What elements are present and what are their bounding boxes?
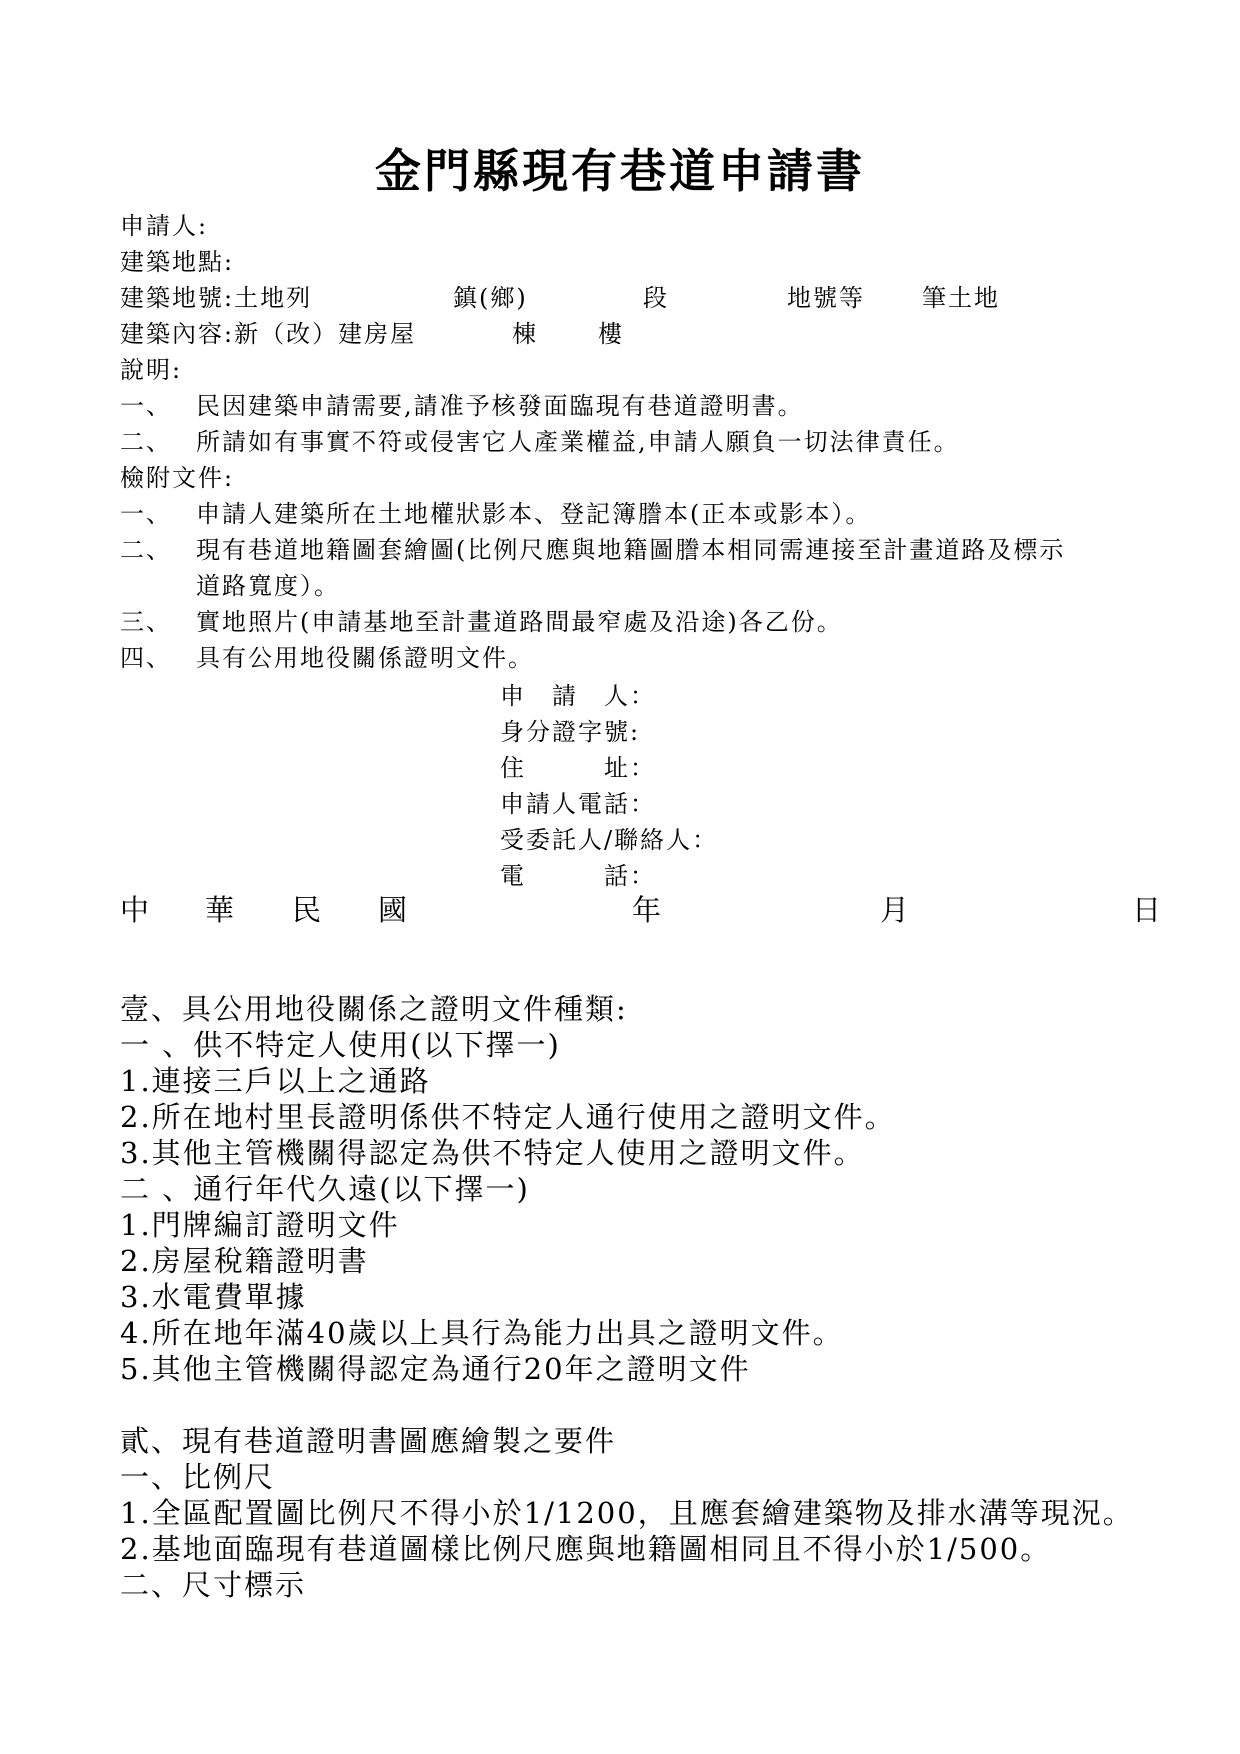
item-text: 申請人建築所在土地權狀影本、登記簿謄本(正本或影本）。 [196,500,872,528]
item-number: 三、 [120,608,172,636]
lot-parcels-label: 筆土地 [922,284,1000,312]
explanation-item [120,394,804,418]
signature-agent-phone: 電 話： [500,862,656,890]
applicant-field: 申請人: [120,212,209,240]
item-number: 二、 [120,428,172,456]
item-text: 實地照片(申請基地至計畫道路間最窄處及沿途)各乙份。 [196,608,843,636]
attachments-heading: 檢附文件: [120,464,235,492]
attachment-item [120,610,843,634]
signature-applicant: 申 請 人： [500,682,656,710]
attachment-item [120,646,534,670]
item-text: 民因建築申請需要,請准予核發面臨現有巷道證明書。 [196,392,804,420]
building-content-field: 建築內容:新（改）建房屋 [120,320,417,348]
list-item: 1.門牌編訂證明文件 [120,1208,400,1242]
section1-sub1: 一 、供不特定人使用(以下擇一) [120,1028,561,1062]
date-char-hua: 華 [205,893,237,927]
signature-agent: 受委託人/聯絡人： [500,826,719,854]
list-item: 5.其他主管機關得認定為通行20年之證明文件 [120,1352,751,1386]
list-item: 2.房屋稅籍證明書 [120,1244,369,1278]
list-item: 4.所在地年滿40歲以上具行為能力出具之證明文件。 [120,1316,844,1350]
explanation-item [120,430,960,454]
signature-phone: 申請人電話： [500,790,656,818]
date-char-min: 民 [292,893,324,927]
list-item: 1.連接三戶以上之通路 [120,1064,431,1098]
section1-sub2: 二 、通行年代久遠(以下擇一) [120,1172,530,1206]
list-item: 2.所在地村里長證明係供不特定人通行使用之證明文件。 [120,1100,896,1134]
list-item: 3.水電費單據 [120,1280,307,1314]
content-unit-floors: 樓 [598,320,624,348]
item-text: 現有巷道地籍圖套繪圖(比例尺應與地籍圖謄本相同需連接至計畫道路及標示 [196,536,1066,564]
item-number: 一、 [120,392,172,420]
signature-id-no: 身分證字號: [500,718,641,746]
attachment-item-continuation: 道路寬度）。 [196,572,340,600]
signature-address: 住 址： [500,754,656,782]
date-year: 年 [632,893,664,927]
explanation-heading: 說明: [120,356,183,384]
date-month: 月 [880,893,912,927]
list-item: 3.其他主管機關得認定為供不特定人使用之證明文件。 [120,1136,865,1170]
date-char-zhong: 中 [120,893,152,927]
section2-heading: 貳、現有巷道證明書圖應繪製之要件 [120,1424,617,1458]
item-text: 具有公用地役關係證明文件。 [196,644,534,672]
item-text: 所請如有事實不符或侵害它人產業權益,申請人願負一切法律責任。 [196,428,960,456]
lot-no-field: 建築地號:土地列 [120,284,313,312]
item-number: 四、 [120,644,172,672]
list-item: 1.全區配置圖比例尺不得小於1/1200，且應套繪建築物及排水溝等現況。 [120,1496,1134,1530]
lot-no-etc-label: 地號等 [787,284,865,312]
lot-section-label: 段 [643,284,669,312]
section2-sub2: 二、尺寸標示 [120,1568,307,1602]
section1-heading: 壹、具公用地役關係之證明文件種類: [120,992,628,1026]
page-title: 金門縣現有巷道申請書 [375,144,865,198]
attachment-item [120,538,1065,562]
date-day: 日 [1132,893,1164,927]
section2-sub1: 一、比例尺 [120,1460,276,1494]
item-number: 一、 [120,500,172,528]
date-char-guo: 國 [378,893,410,927]
content-unit-buildings: 棟 [512,320,538,348]
attachment-item [120,502,871,526]
item-number: 二、 [120,536,172,564]
list-item: 2.基地面臨現有巷道圖樣比例尺應與地籍圖相同且不得小於1/500。 [120,1532,1052,1566]
building-site-field: 建築地點: [120,248,235,276]
lot-town-label: 鎮(鄉) [453,284,528,312]
